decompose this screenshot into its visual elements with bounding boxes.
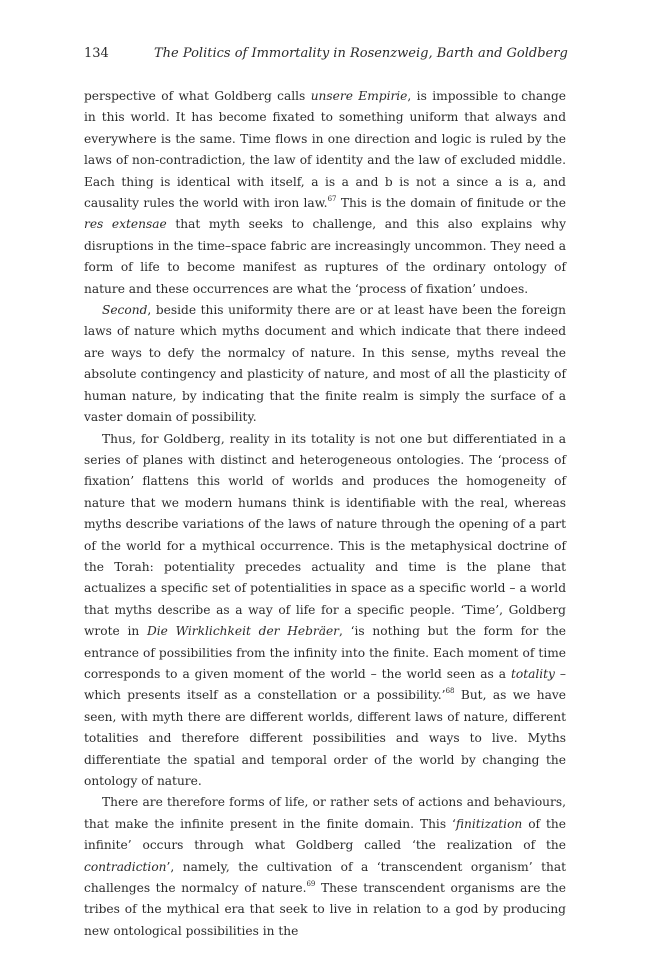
- text-run: There are therefore forms of life, or rather sets of actions and behaviours, that make the infinite present in the finite domain. This ‘: [84, 795, 566, 831]
- footnote-ref: 67: [327, 194, 337, 203]
- text-run: ’, namely, the cultivation of a ‘transcendent organism’ that challenges the normalcy of nature.: [84, 859, 566, 896]
- italic-text: Die Wirklichkeit der Hebräer: [146, 624, 339, 639]
- running-head: The Politics of Immortality in Rosenzweig, Barth and Goldberg: [154, 46, 568, 61]
- text-run: – which presents itself as a constellation or a possibility.’: [84, 666, 566, 703]
- italic-text: totality: [510, 666, 555, 681]
- paragraph: [84, 792, 566, 942]
- text-run: of the infinite’ occurs through what Goldberg called ‘the realization of the: [84, 816, 566, 853]
- text-run: perspective of what Goldberg calls: [84, 89, 311, 103]
- italic-text: contradiction: [84, 859, 167, 874]
- paragraph: [84, 429, 566, 793]
- text-run: , is impossible to change in this world. It has become fixated to something uniform that always and everywhere is the same. Time flows in one direction and logic is ruled by the laws of non-contradiction, the law of identity and the law of excluded middle. Each thing is identical with itself, a is a and b is not a since a is a, and causality rules the world with iron law.: [84, 89, 566, 211]
- text-run: But, as we have seen, with myth there are different worlds, different laws of nature, different totalities and therefore different possibilities and ways to live. Myths differentiate the spatial and temporal order of the world by changing the ontology of nature.: [84, 688, 567, 788]
- text-run: This is the domain of finitude or the: [336, 196, 566, 211]
- text-run: that myth seeks to challenge, and this also explains why disruptions in the time–space fabric are increasingly uncommon. They need a form of life to become manifest as ruptures of the ordinary ontology of nature and these occurrences are what the ‘process of fixation’ undoes.: [84, 217, 567, 296]
- text-run: , beside this uniformity there are or at least have been the foreign laws of nature which myths document and which indicate that there indeed are ways to defy the normalcy of nature. In this sense, myths reveal the absolute contingency and plasticity of nature, and most of all the plasticity of human nature, by indicating that the finite realm is simply the surface of a vaster domain of possibility.: [84, 303, 566, 425]
- page-number: 134: [84, 46, 109, 61]
- italic-text: finitization: [455, 816, 523, 831]
- italic-text: res extensae: [84, 217, 167, 232]
- italic-text: unsere Empirie: [310, 89, 408, 103]
- body-text: [84, 86, 566, 942]
- footnote-ref: 68: [445, 687, 455, 696]
- paragraph: [84, 300, 566, 428]
- text-run: Thus, for Goldberg, reality in its totality is not one but differentiated in a series of planes with distinct and heterogeneous ontologies. The ‘process of fixation’ flattens this world of worlds and produces the homogeneity of nature that we modern humans think is identifiable with the real, whereas myths describe variations of the laws of nature through the opening of a part of the world for a mythical occurrence. This is the metaphysical doctrine of the Torah: potentiality precedes actuality and time is the plane that actualizes a specific set of potentialities in space as a specific world – a world that myths describe as a way of life for a specific people. ‘Time’, Goldberg wrote in: [84, 431, 566, 639]
- text-run: These transcendent organisms are the tribes of the mythical era that seek to live in relation to a god by producing new ontological possibilities in the: [84, 881, 566, 938]
- paragraph: [84, 86, 566, 300]
- page-header: [84, 44, 566, 64]
- footnote-ref: 69: [306, 879, 316, 888]
- text-run: , ‘is nothing but the form for the entrance of possibilities from the infinity into the finite. Each moment of time corresponds to a given moment of the world – the world seen as a: [84, 624, 567, 681]
- italic-text: Second: [102, 303, 148, 318]
